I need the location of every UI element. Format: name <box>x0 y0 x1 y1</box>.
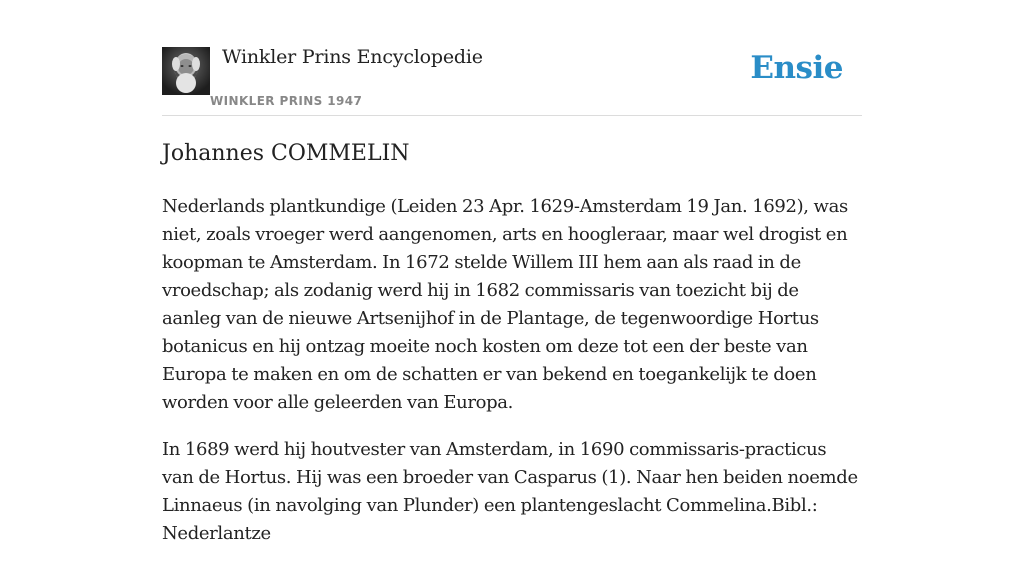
header <box>162 0 862 116</box>
article-body <box>162 193 862 567</box>
source-title[interactable]: Winkler Prins Encyclopedie <box>222 46 483 68</box>
page <box>162 0 862 544</box>
article-paragraph: In 1689 werd hij houtvester van Amsterdam, in 1690 commissaris-practicus van de Hortus. Hij was een broeder van Casparus (1). Naar hen beiden noemde Linnaeus (in navolging van Plunder) een plantengeslacht Commelina.Bibl.: Nederlantze <box>162 439 858 544</box>
article-paragraph: Nederlands plantkundige (Leiden 23 Apr. 1629-Amsterdam 19 Jan. 1692), was niet, zoals vroeger werd aangenomen, arts en hoogleraar, maar wel drogist en koopman te Amsterdam. In 1672 stelde Willem III hem aan als raad in de vroedschap; als zodanig werd hij in 1682 commissaris van toezicht bij de aanleg van de nieuwe Artsenijhof in de Plantage, de tegenwoordige Hortus botanicus en hij ontzag moeite noch kosten om deze tot een der beste van Europa te maken en om de schatten er van bekend en toegankelijk te doen worden voor alle geleerden van Europa. <box>162 196 848 413</box>
brand-logo[interactable]: Ensie <box>750 50 843 86</box>
article-title: Johannes COMMELIN <box>162 141 410 166</box>
source-subtitle: WINKLER PRINS 1947 <box>210 94 363 108</box>
avatar[interactable] <box>162 47 210 95</box>
bearded-man-portrait-icon <box>162 47 210 95</box>
